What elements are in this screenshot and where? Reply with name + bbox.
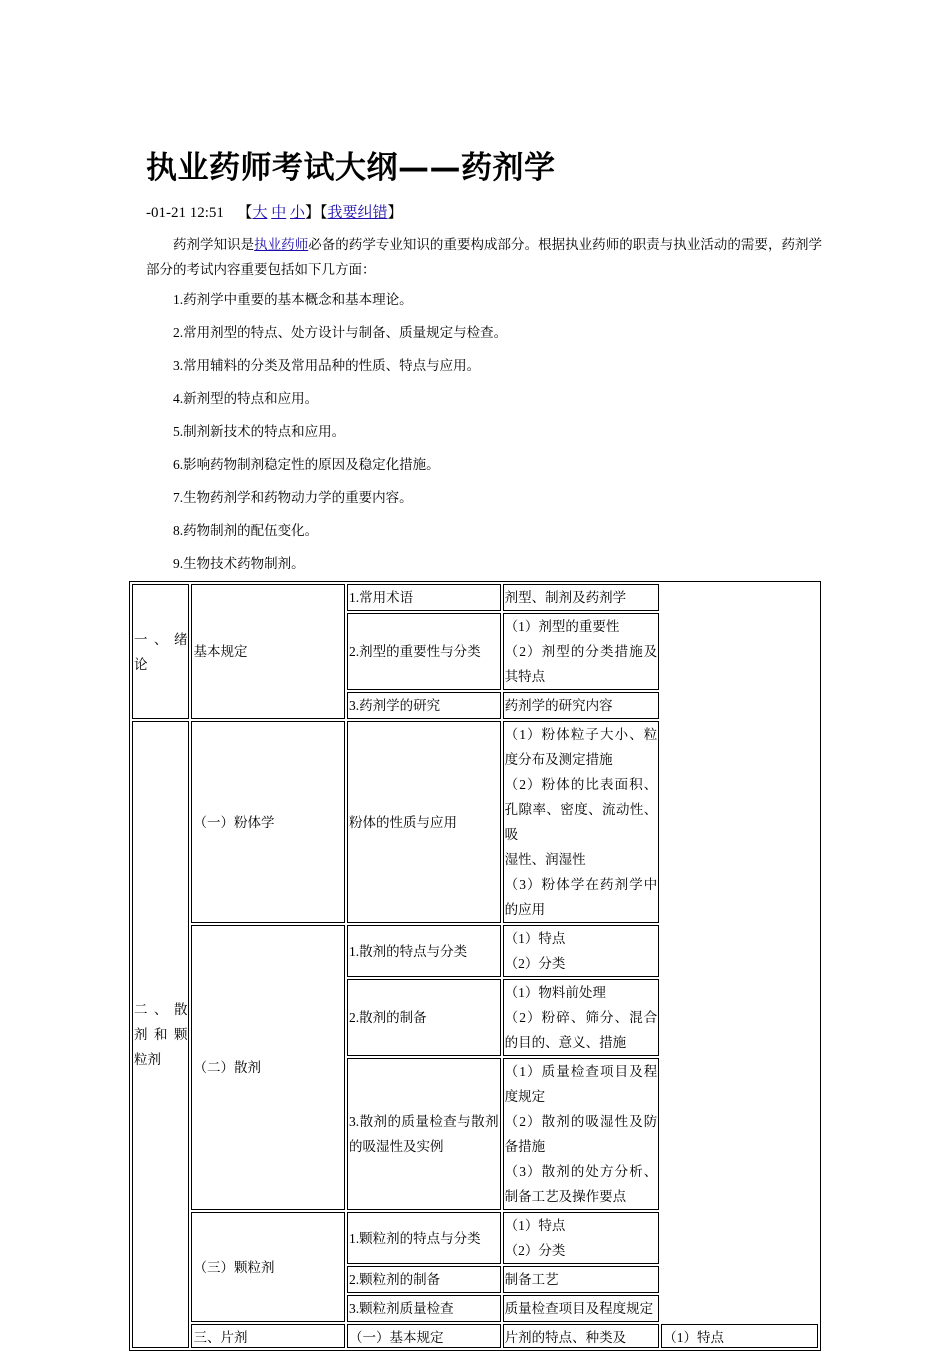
requirement-cell: 质量检查项目及程度规定	[503, 1295, 660, 1322]
requirement-cell	[503, 1212, 660, 1264]
point-cell: 1.颗粒剂的特点与分类	[347, 1212, 501, 1264]
chapter-cell	[191, 1324, 345, 1348]
point-text: 片剂的特点、种类及	[504, 1330, 627, 1345]
font-size-bracket-close: 】	[304, 205, 320, 221]
font-size-bracket-open: 【	[237, 205, 253, 221]
unit-cell: （二）散剂	[191, 925, 345, 1210]
font-size-medium-link[interactable]: 中	[271, 205, 287, 221]
chapter-cell: 二、散剂和颗粒剂	[132, 721, 189, 1348]
requirement-line: （1）剂型的重要性	[504, 619, 620, 634]
requirement-cell: 剂型、制剂及药剂学	[503, 584, 660, 611]
unit-text: （一）基本规定	[349, 1330, 444, 1345]
list-item: 8.药物制剂的配伍变化。	[173, 523, 319, 538]
list-item: 6.影响药物制剂稳定性的原因及稳定化措施。	[173, 457, 440, 472]
requirement-line: （1）特点	[504, 1218, 566, 1233]
table-row	[132, 721, 818, 923]
requirement-cell	[503, 613, 660, 690]
table-row	[132, 1324, 818, 1348]
report-bracket-close: 】	[387, 205, 403, 221]
report-bracket-open: 【	[320, 205, 328, 221]
requirement-line: （1）特点	[504, 931, 566, 946]
point-cell: 2.剂型的重要性与分类	[347, 613, 501, 690]
point-cell: 3.散剂的质量检查与散剂的吸湿性及实例	[347, 1058, 501, 1210]
point-cell: 粉体的性质与应用	[347, 721, 501, 923]
list-item: 9.生物技术药物制剂。	[173, 556, 305, 571]
exam-content-list	[173, 288, 507, 585]
point-cell: 2.散剂的制备	[347, 979, 501, 1056]
chapter-cell: 一、绪论	[132, 584, 189, 719]
page-title: 执业药师考试大纲——药剂学	[146, 150, 556, 186]
publish-date: -01-21 12:51	[146, 205, 224, 221]
requirement-line: （2）分类	[504, 1243, 566, 1258]
requirement-line: （2）粉碎、筛分、混合的目的、意义、措施	[504, 1010, 658, 1050]
list-item: 3.常用辅料的分类及常用品种的性质、特点与应用。	[173, 358, 481, 373]
font-size-small-link[interactable]: 小	[289, 205, 305, 221]
requirement-cell: 药剂学的研究内容	[503, 692, 660, 719]
list-item: 7.生物药剂学和药物动力学的重要内容。	[173, 490, 413, 505]
requirement-line: （3）粉体学在药剂学中的应用	[504, 877, 658, 917]
pharmacist-link[interactable]: 执业药师	[254, 237, 309, 252]
point-cell	[503, 1324, 660, 1348]
requirement-cell	[503, 979, 660, 1056]
intro-text-start: 药剂学知识是	[173, 237, 255, 252]
requirement-text: （1）特点	[663, 1330, 725, 1345]
table-row	[132, 925, 818, 977]
chapter-text: 三、片剂	[193, 1330, 248, 1345]
requirement-line: （2）剂型的分类措施及其特点	[504, 644, 658, 684]
requirement-line: （2）分类	[504, 956, 566, 971]
intro-text-end: 必备的药学专业知识的重要构成部分。根据执业药师的职责与执业活动的需要，药剂学部分的考试内容重要包括如下几方面：	[146, 237, 823, 277]
list-item: 1.药剂学中重要的基本概念和基本理论。	[173, 292, 413, 307]
table-row	[132, 584, 818, 611]
list-item: 4.新剂型的特点和应用。	[173, 391, 319, 406]
requirement-line: （2）粉体的比表面积、孔隙率、密度、流动性、吸	[504, 777, 658, 842]
requirement-line: 湿性、润湿性	[504, 852, 586, 867]
requirement-line: （1）粉体粒子大小、粒度分布及测定措施	[504, 727, 658, 767]
requirement-cell: 制备工艺	[503, 1266, 660, 1293]
point-cell: 3.颗粒剂质量检查	[347, 1295, 501, 1322]
unit-cell: （一）粉体学	[191, 721, 345, 923]
point-cell: 1.散剂的特点与分类	[347, 925, 501, 977]
unit-cell: 基本规定	[191, 584, 345, 719]
requirement-line: （3）散剂的处方分析、制备工艺及操作要点	[504, 1164, 658, 1204]
point-cell: 3.药剂学的研究	[347, 692, 501, 719]
requirement-line: （1）物料前处理	[504, 985, 606, 1000]
requirement-cell	[661, 1324, 818, 1348]
syllabus-table	[129, 581, 821, 1351]
list-item: 5.制剂新技术的特点和应用。	[173, 424, 346, 439]
requirement-cell	[503, 925, 660, 977]
intro-paragraph	[146, 232, 822, 282]
requirement-line: （1）质量检查项目及程度规定	[504, 1064, 658, 1104]
table-row	[132, 1212, 818, 1264]
unit-cell: （三）颗粒剂	[191, 1212, 345, 1322]
article-meta	[146, 201, 403, 222]
point-cell: 1.常用术语	[347, 584, 501, 611]
unit-cell	[347, 1324, 501, 1348]
requirement-line: （2）散剂的吸湿性及防备措施	[504, 1114, 658, 1154]
list-item: 2.常用剂型的特点、处方设计与制备、质量规定与检查。	[173, 325, 508, 340]
point-cell: 2.颗粒剂的制备	[347, 1266, 501, 1293]
report-error-link[interactable]: 我要纠错	[327, 205, 388, 221]
requirement-cell	[503, 721, 660, 923]
font-size-large-link[interactable]: 大	[252, 205, 268, 221]
requirement-cell	[503, 1058, 660, 1210]
